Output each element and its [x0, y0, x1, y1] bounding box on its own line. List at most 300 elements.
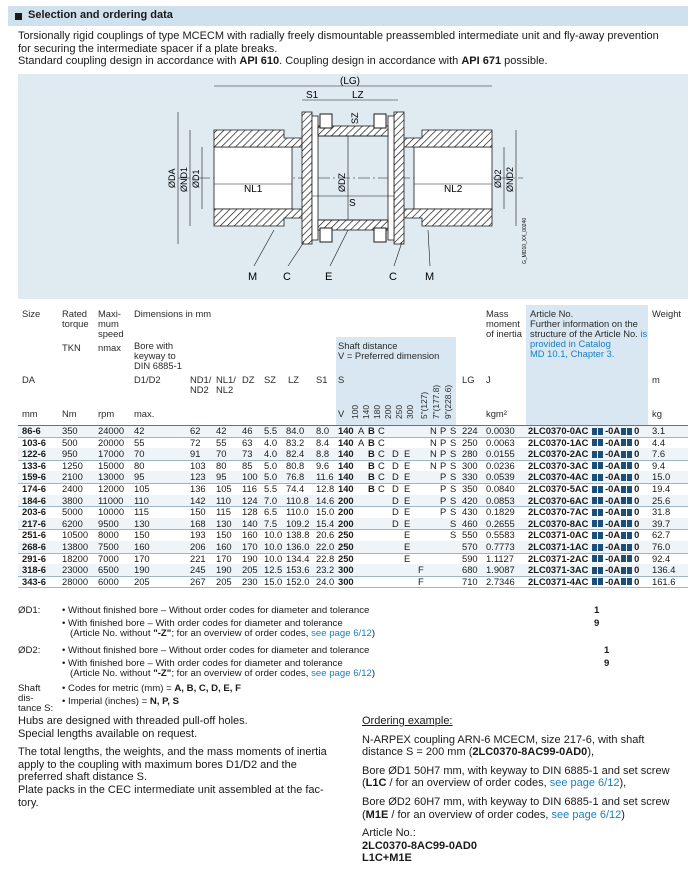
- cell-size: 318-6: [22, 564, 46, 576]
- cell-nd: 245: [190, 564, 206, 576]
- cell-lz: 109.2: [286, 517, 310, 529]
- cell-s: 140: [338, 459, 354, 471]
- cell-s: 250: [338, 529, 354, 541]
- example-d2-page-link[interactable]: see page 6/12: [551, 808, 622, 821]
- hdr-article: Article No.: [530, 308, 574, 319]
- example-line-1: N-ARPEX coupling ARN-6 MCECM, size 217-6, with shaft: [362, 733, 645, 746]
- cell-s3: S: [450, 425, 457, 436]
- hdr-nl2: NL2: [216, 384, 234, 395]
- placeholder-block-icon: [621, 532, 626, 539]
- cell-p: P: [440, 494, 447, 506]
- cell-s1: 15.0: [316, 506, 335, 518]
- hdr-keyway: keyway to: [134, 350, 176, 361]
- cell-s3: S: [450, 436, 457, 448]
- cell-e: E: [404, 541, 411, 552]
- cell-nd: 221: [190, 552, 206, 564]
- hdr-size: Size: [22, 308, 41, 319]
- cell-dz: 205: [242, 564, 258, 576]
- hdr-lz: LZ: [288, 374, 299, 385]
- table-row: [18, 518, 688, 530]
- cell-sz: 10.0: [264, 552, 283, 564]
- cell-e: E: [404, 483, 411, 494]
- cell-d2: D: [392, 517, 399, 529]
- article-number: 2LC0370-5AC: [528, 483, 589, 494]
- d2-without: • Without finished bore – Without order codes for diameter and tolerance: [62, 645, 370, 656]
- cell-dz: 63: [242, 436, 253, 448]
- cell-lg: 570: [462, 541, 478, 552]
- article-code: 0: [634, 436, 640, 448]
- placeholder-block-icon: [598, 428, 603, 435]
- cell-n: 7000: [98, 552, 119, 564]
- hdr-j: J: [486, 374, 491, 385]
- cell-s: 140: [338, 448, 354, 460]
- article-suffix: -0A: [605, 471, 621, 483]
- cell-weight: 161.6: [652, 575, 676, 587]
- cell-f: F: [418, 564, 424, 576]
- cell-f: F: [418, 575, 424, 587]
- placeholder-block-icon: [621, 544, 626, 551]
- article-suffix: -0A: [605, 552, 621, 564]
- header-divider: [18, 425, 688, 426]
- cell-dz: 46: [242, 425, 253, 436]
- placeholder-block-icon: [598, 451, 603, 458]
- cell-lz: 138.8: [286, 529, 310, 541]
- article-suffix: -0A: [605, 529, 621, 541]
- cell-article: [528, 425, 639, 437]
- placeholder-block-icon: [621, 497, 626, 504]
- cell-e: E: [404, 448, 411, 460]
- cell-nd: 168: [190, 517, 206, 529]
- placeholder-block-icon: [592, 520, 597, 527]
- cell-a: A: [358, 425, 365, 436]
- placeholder-block-icon: [627, 486, 632, 493]
- cell-dz: 73: [242, 448, 253, 460]
- cell-sz: 5.5: [264, 483, 278, 494]
- cell-e: E: [404, 529, 411, 541]
- cell-tkn: 18200: [62, 552, 89, 564]
- intro-line-3: Standard coupling design in accordance with API 610. Coupling design in accordance with API 671 possible.: [18, 55, 548, 68]
- cell-sz: 4.0: [264, 436, 278, 448]
- d1-page-link[interactable]: see page 6/12: [311, 628, 372, 639]
- hdr-unit-kg: kg: [652, 408, 662, 419]
- cell-c: C: [378, 425, 385, 436]
- cell-dz: 124: [242, 494, 258, 506]
- cell-nl: 70: [216, 448, 227, 460]
- cell-tkn: 1250: [62, 459, 83, 471]
- cell-d2: D: [392, 506, 399, 518]
- cell-d: 42: [134, 425, 145, 436]
- cell-lg: 330: [462, 471, 478, 483]
- hdr-torque: torque: [62, 318, 89, 329]
- cell-dz: 116: [242, 483, 257, 494]
- d1-with-detail: (Article No. without "-Z"; for an overview of order codes, see page 6/12): [70, 628, 376, 639]
- cell-tkn: 500: [62, 436, 78, 448]
- cell-b: B: [368, 448, 375, 460]
- cell-nl: 110: [216, 494, 231, 506]
- cell-size: 159-6: [22, 471, 46, 483]
- cell-tkn: 5000: [62, 506, 83, 518]
- placeholder-block-icon: [627, 439, 632, 446]
- cell-weight: 19.4: [652, 483, 671, 494]
- placeholder-block-icon: [627, 451, 632, 458]
- cell-nd: 136: [190, 483, 206, 494]
- d1-code-9: 9: [594, 618, 600, 629]
- cell-s3: S: [450, 506, 457, 518]
- shaft-label-1: Shaft: [18, 683, 41, 694]
- intro-line-2: for securing the intermediate spacer if a plate breaks.: [18, 42, 278, 55]
- article-suffix: -0A: [605, 517, 621, 529]
- cell-dz: 230: [242, 575, 258, 587]
- cell-weight: 25.6: [652, 494, 671, 506]
- table-row: [18, 506, 688, 518]
- hdr-tkn: TKN: [62, 342, 81, 353]
- cell-s3: S: [450, 471, 457, 483]
- cell-s3: S: [450, 483, 457, 494]
- cell-nl: 115: [216, 506, 231, 518]
- cell-nd: 91: [190, 448, 201, 460]
- cell-sz: 6.5: [264, 506, 278, 518]
- cell-size: 184-6: [22, 494, 46, 506]
- cell-dz: 100: [242, 471, 258, 483]
- cell-weight: 92.4: [652, 552, 671, 564]
- cell-s: 250: [338, 541, 354, 552]
- placeholder-block-icon: [621, 474, 626, 481]
- cell-lz: 74.4: [286, 483, 305, 494]
- hdr-shaft-value: 180: [372, 405, 382, 419]
- article-suffix: -0A: [605, 436, 621, 448]
- cell-article: [528, 576, 639, 588]
- cell-d: 160: [134, 541, 150, 552]
- cell-n2: N: [430, 448, 437, 460]
- hdr-shaft-value: 200: [383, 405, 393, 419]
- cell-s1: 23.2: [316, 564, 335, 576]
- label-nl1: NL1: [244, 184, 263, 195]
- hdr-da: DA: [22, 374, 36, 385]
- placeholder-block-icon: [621, 451, 626, 458]
- placeholder-block-icon: [592, 544, 597, 551]
- hdr-unit-kgm2: kgm²: [486, 408, 507, 419]
- cell-nd: 193: [190, 529, 206, 541]
- cell-weight: 4.4: [652, 436, 666, 448]
- cell-lg: 420: [462, 494, 478, 506]
- cell-nd: 123: [190, 471, 206, 483]
- label-m-left: M: [248, 271, 258, 283]
- cell-d: 130: [134, 517, 150, 529]
- drawing-reference: G_MD10_XX_00240: [522, 217, 528, 264]
- cell-j: 0.7773: [486, 541, 515, 552]
- coupling-drawing-svg: [18, 74, 688, 299]
- placeholder-block-icon: [627, 474, 632, 481]
- cell-e: E: [404, 494, 411, 506]
- square-bullet-icon: [15, 13, 22, 20]
- cell-a: A: [358, 436, 365, 448]
- placeholder-block-icon: [592, 439, 597, 446]
- article-code: 0: [634, 575, 640, 587]
- article-code: 0: [634, 459, 640, 471]
- shaft-metric: • Codes for metric (mm) = A, B, C, D, E, F: [62, 683, 242, 694]
- cell-s1: 15.4: [316, 517, 335, 529]
- cell-n: 24000: [98, 425, 125, 436]
- cell-s3: S: [450, 448, 457, 460]
- cell-article: [528, 553, 639, 565]
- cell-size: 203-6: [22, 506, 46, 518]
- cell-s1: 11.6: [316, 471, 334, 483]
- cell-sz: 12.5: [264, 564, 283, 576]
- placeholder-block-icon: [598, 486, 603, 493]
- cell-j: 0.0840: [486, 483, 515, 494]
- cell-lg: 250: [462, 436, 478, 448]
- hdr-s: S: [338, 374, 345, 385]
- cell-lz: 136.0: [286, 541, 310, 552]
- hdr-nd: ND1/: [190, 374, 212, 385]
- cell-n: 17000: [98, 448, 125, 460]
- placeholder-block-icon: [592, 451, 597, 458]
- placeholder-block-icon: [592, 462, 597, 469]
- cell-sz: 7.5: [264, 517, 278, 529]
- article-number: 2LC0370-7AC: [528, 506, 589, 518]
- d2-code-9: 9: [604, 658, 610, 669]
- hdr-further-3[interactable]: provided in Catalog: [530, 338, 611, 349]
- article-number: 2LC0370-4AC: [528, 471, 589, 483]
- cell-s1: 9.6: [316, 459, 330, 471]
- cell-d: 95: [134, 471, 145, 483]
- cell-tkn: 2400: [62, 483, 83, 494]
- cell-s1: 8.4: [316, 436, 330, 448]
- cell-weight: 15.0: [652, 471, 671, 483]
- cell-sz: 15.0: [264, 575, 283, 587]
- cell-nd: 103: [190, 459, 206, 471]
- cell-s3: S: [450, 529, 457, 541]
- cell-article: [528, 460, 639, 472]
- cell-d: 170: [134, 552, 150, 564]
- table-row: [18, 425, 688, 437]
- cell-nl: 205: [216, 575, 232, 587]
- label-dz: ØDZ: [337, 173, 347, 192]
- hdr-preferred: V = Preferred dimension: [338, 350, 440, 361]
- cell-article: [528, 529, 639, 541]
- cell-tkn: 950: [62, 448, 78, 460]
- table-row: [18, 553, 688, 565]
- cell-size: 133-6: [22, 459, 46, 471]
- cell-lg: 280: [462, 448, 478, 460]
- cell-s: 200: [338, 494, 354, 506]
- cell-e: E: [404, 506, 411, 518]
- cell-n: 7500: [98, 541, 119, 552]
- placeholder-block-icon: [621, 555, 626, 562]
- cell-n: 20000: [98, 436, 125, 448]
- label-lg: (LG): [340, 76, 360, 87]
- cell-n: 10000: [98, 506, 125, 518]
- cell-p: P: [440, 483, 447, 494]
- ordering-example-title: Ordering example:: [362, 715, 453, 727]
- article-suffix: -0A: [605, 575, 621, 587]
- cell-n: 11000: [98, 494, 124, 506]
- article-code: 0: [634, 483, 640, 494]
- cell-sz: 10.0: [264, 541, 283, 552]
- note-lengths-1: The total lengths, the weights, and the mass moments of inertia: [18, 746, 327, 759]
- hdr-further-4[interactable]: MD 10.1, Chapter 3.: [530, 348, 615, 359]
- placeholder-block-icon: [627, 544, 632, 551]
- cell-j: 0.0853: [486, 494, 515, 506]
- cell-weight: 62.7: [652, 529, 671, 541]
- placeholder-block-icon: [598, 474, 603, 481]
- cell-s3: S: [450, 494, 457, 506]
- placeholder-block-icon: [598, 497, 603, 504]
- placeholder-block-icon: [627, 532, 632, 539]
- note-plates-2: tory.: [18, 796, 39, 809]
- cell-n2: N: [430, 425, 437, 436]
- placeholder-block-icon: [627, 509, 632, 516]
- cell-lg: 350: [462, 483, 478, 494]
- cell-lz: 110.0: [286, 506, 309, 518]
- cell-n: 15000: [98, 459, 125, 471]
- hdr-further-2: structure of the Article No. is: [530, 328, 648, 339]
- cell-nl: 190: [216, 564, 232, 576]
- placeholder-block-icon: [621, 578, 626, 585]
- article-number: 2LC0370-8AC: [528, 517, 589, 529]
- article-suffix: -0A: [605, 564, 621, 576]
- cell-size: 268-6: [22, 541, 46, 552]
- cell-lz: 82.4: [286, 448, 305, 460]
- placeholder-block-icon: [598, 544, 603, 551]
- table-row: [18, 529, 688, 541]
- cell-weight: 39.7: [652, 517, 671, 529]
- cell-weight: 136.4: [652, 564, 676, 576]
- placeholder-block-icon: [627, 462, 632, 469]
- cell-s1: 14.6: [316, 494, 335, 506]
- cell-lg: 430: [462, 506, 478, 518]
- placeholder-block-icon: [627, 578, 632, 585]
- note-pull-off: Hubs are designed with threaded pull-off holes.: [18, 715, 248, 727]
- bore-options: [18, 606, 688, 714]
- cell-b: B: [368, 436, 375, 448]
- article-code: 0: [634, 471, 640, 483]
- cell-d2: D: [392, 448, 399, 460]
- cell-nl: 80: [216, 459, 227, 471]
- cell-nl: 130: [216, 517, 232, 529]
- placeholder-block-icon: [621, 486, 626, 493]
- cell-weight: 3.1: [652, 425, 666, 436]
- article-number: 2LC0371-2AC: [528, 552, 589, 564]
- d2-page-link[interactable]: see page 6/12: [311, 668, 372, 679]
- cell-lz: 152.0: [286, 575, 310, 587]
- cell-n: 6500: [98, 564, 119, 576]
- cell-s1: 12.8: [316, 483, 335, 494]
- article-number: 2LC0370-6AC: [528, 494, 589, 506]
- cell-lg: 710: [462, 575, 478, 587]
- hdr-shaft-value: 140: [361, 405, 371, 419]
- placeholder-block-icon: [598, 462, 603, 469]
- placeholder-block-icon: [598, 555, 603, 562]
- hdr-nl: NL1/: [216, 374, 236, 385]
- cell-j: 2.7346: [486, 575, 515, 587]
- cell-article: [528, 518, 639, 530]
- cell-nd: 72: [190, 436, 201, 448]
- label-c-right: C: [389, 271, 397, 283]
- hdr-unit-nm: Nm: [62, 408, 77, 419]
- hdr-mass: Mass: [486, 308, 509, 319]
- cell-lz: 84.0: [286, 425, 305, 436]
- cell-sz: 5.0: [264, 471, 278, 483]
- hdr-maxi: Maxi-: [98, 308, 121, 319]
- cell-lg: 460: [462, 517, 478, 529]
- cell-nl: 95: [216, 471, 227, 483]
- placeholder-block-icon: [627, 567, 632, 574]
- cell-e: E: [404, 459, 411, 471]
- cell-sz: 7.0: [264, 494, 278, 506]
- article-suffix: -0A: [605, 494, 621, 506]
- example-article-codes: L1C+M1E: [362, 852, 412, 865]
- placeholder-block-icon: [627, 520, 632, 527]
- label-d1: ØD1: [191, 169, 201, 188]
- hdr-mum: mum: [98, 318, 119, 329]
- cell-tkn: 10500: [62, 529, 89, 541]
- article-number: 2LC0370-2AC: [528, 448, 589, 460]
- cell-j: 0.0155: [486, 448, 515, 460]
- coupling-drawing: [18, 74, 688, 299]
- cell-s: 140: [338, 425, 354, 436]
- hdr-d1d2: D1/D2: [134, 374, 161, 385]
- example-d1-page-link[interactable]: see page 6/12: [549, 777, 620, 790]
- placeholder-block-icon: [598, 439, 603, 446]
- label-nd2: ØND2: [505, 166, 515, 192]
- article-suffix: -0A: [605, 459, 621, 471]
- cell-dz: 190: [242, 552, 258, 564]
- cell-s1: 22.8: [316, 552, 335, 564]
- cell-size: 86-6: [22, 425, 41, 436]
- cell-tkn: 13800: [62, 541, 89, 552]
- cell-d: 80: [134, 459, 145, 471]
- example-bore-d2-code: (M1E / for an overview of order codes, see page 6/12): [362, 808, 625, 821]
- cell-p: P: [440, 459, 447, 471]
- article-number: 2LC0371-4AC: [528, 575, 589, 587]
- cell-article: [528, 437, 639, 449]
- cell-d: 205: [134, 575, 150, 587]
- cell-lz: 110.8: [286, 494, 309, 506]
- cell-article: [528, 448, 639, 460]
- shaft-imperial: • Imperial (inches) = N, P, S: [62, 696, 180, 707]
- intro-line-1: Torsionally rigid couplings of type MCECM with radially freely dismountable preassembled intermediate unit and fly-away prevention: [18, 30, 659, 42]
- intro-text: [18, 30, 688, 68]
- hdr-shaft-distance: Shaft distance: [338, 340, 398, 351]
- article-code: 0: [634, 506, 640, 518]
- hdr-v: V: [338, 408, 345, 419]
- cell-s1: 20.6: [316, 529, 335, 541]
- hdr-shaft-value: 250: [394, 405, 404, 419]
- cell-lg: 300: [462, 459, 478, 471]
- cell-j: 0.0063: [486, 436, 515, 448]
- cell-j: 0.0539: [486, 471, 515, 483]
- cell-nd: 62: [190, 425, 201, 436]
- cell-n: 8000: [98, 529, 119, 541]
- hdr-dz: DZ: [242, 374, 255, 385]
- hdr-max: max.: [134, 408, 155, 419]
- cell-tkn: 2100: [62, 471, 83, 483]
- cell-n: 9500: [98, 517, 119, 529]
- cell-j: 1.1127: [486, 552, 514, 564]
- table-row: [18, 471, 688, 483]
- hdr-inertia: of inertia: [486, 328, 522, 339]
- article-code: 0: [634, 529, 640, 541]
- example-bore-d1: Bore ØD1 50H7 mm, with keyway to DIN 6885-1 and set screw: [362, 764, 670, 777]
- cell-tkn: 3800: [62, 494, 83, 506]
- article-number: 2LC0370-0AC: [528, 425, 589, 436]
- cell-lg: 590: [462, 552, 478, 564]
- article-code: 0: [634, 541, 640, 552]
- cell-e: E: [404, 471, 411, 483]
- row-divider: [18, 587, 688, 588]
- hdr-bore-with: Bore with: [134, 340, 174, 351]
